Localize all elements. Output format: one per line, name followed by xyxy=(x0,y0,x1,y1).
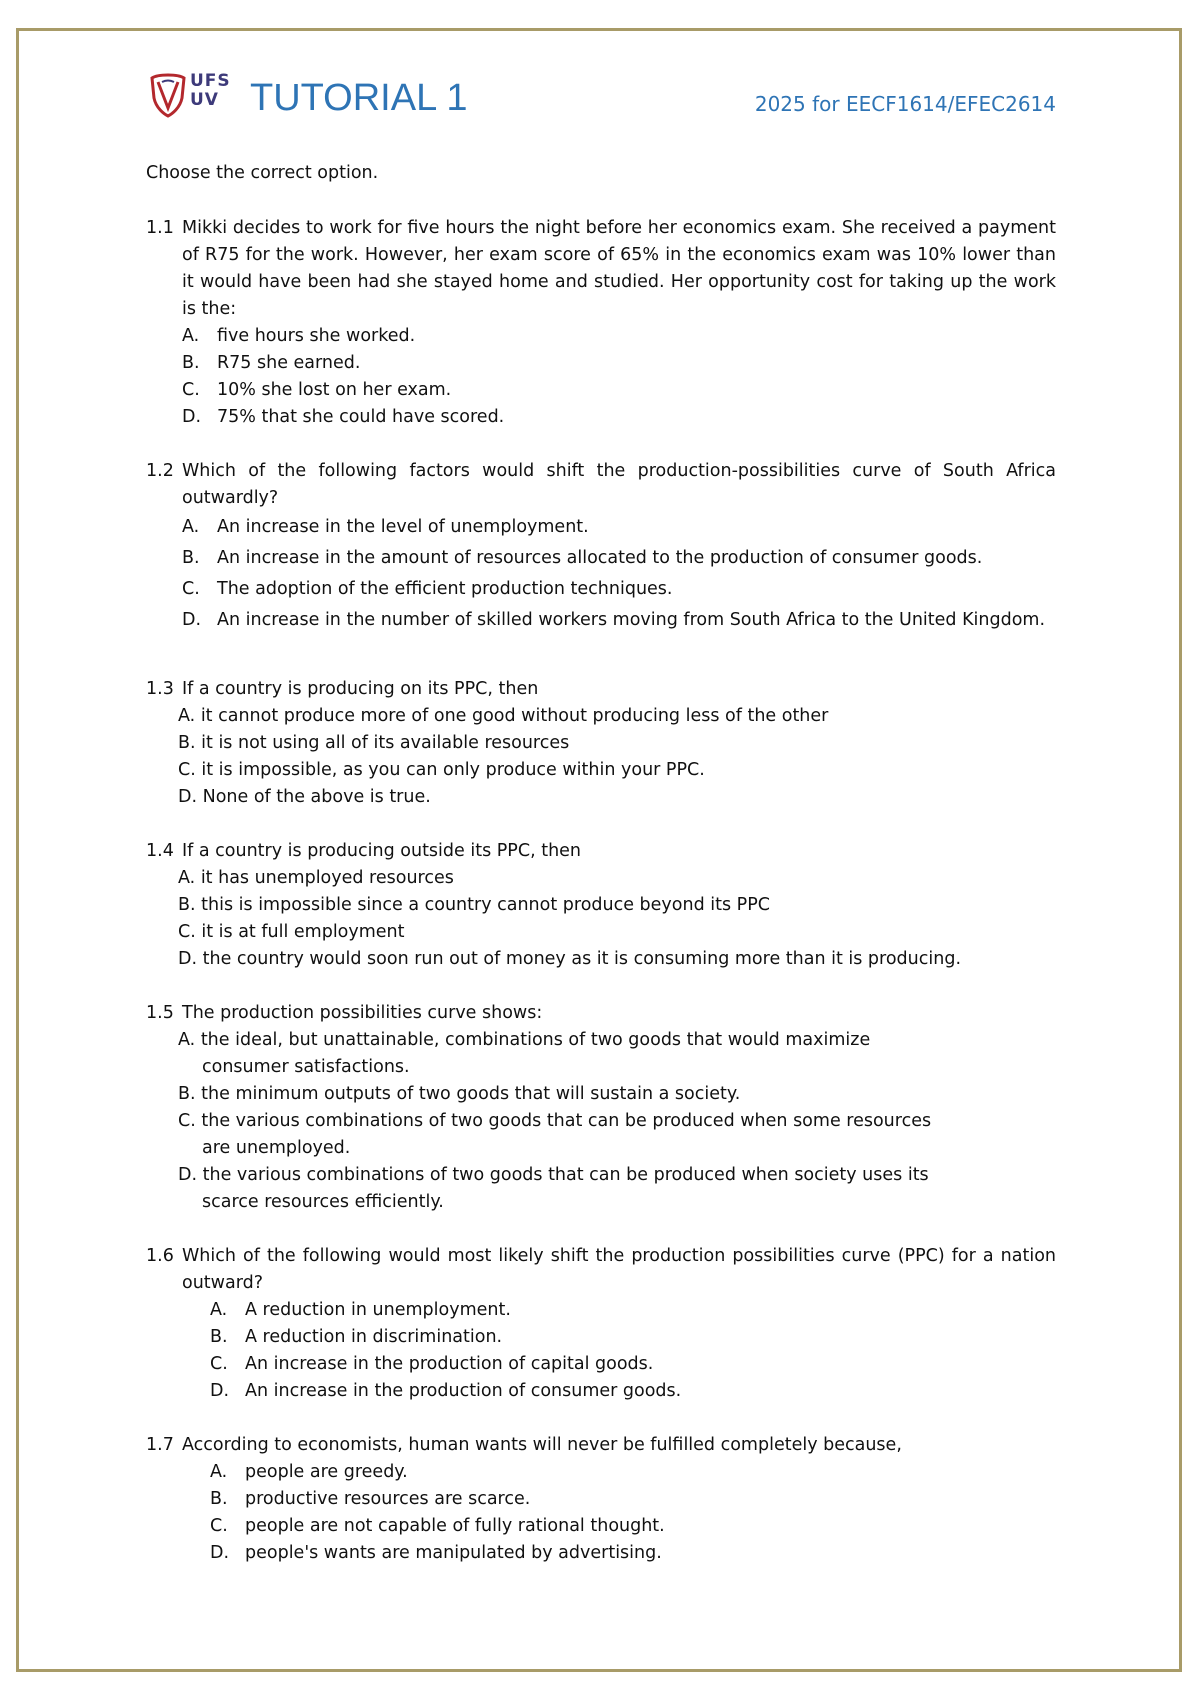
question-text: Which of the following would most likely shift the production possibilities curve (PPC) for a nation outward? xyxy=(182,1246,1056,1293)
option-text: The adoption of the efficient production techniques. xyxy=(217,579,673,599)
option-text: the ideal, but unattainable, combinations of two goods that would maximize consumer satisfactions. xyxy=(200,1030,871,1077)
option-list xyxy=(210,1459,1056,1567)
option-letter: C. xyxy=(182,380,200,400)
question-1-4 xyxy=(146,838,1056,973)
option-a[interactable] xyxy=(210,1297,1056,1324)
option-letter: C. xyxy=(182,579,200,599)
question-1-3 xyxy=(146,676,1056,811)
option-letter: A. xyxy=(210,1300,228,1320)
question-number: 1.1 xyxy=(146,218,174,238)
option-b[interactable] xyxy=(210,1486,1056,1513)
logo-line-uv: UV xyxy=(190,90,219,110)
question-text: The production possibilities curve shows: xyxy=(182,1003,543,1023)
option-c[interactable] xyxy=(182,574,1056,605)
page-title: TUTORIAL 1 xyxy=(250,77,468,119)
option-text: productive resources are scarce. xyxy=(245,1489,531,1509)
option-b[interactable] xyxy=(210,1324,1056,1351)
option-letter: A. xyxy=(178,1030,196,1050)
option-text: An increase in the level of unemployment. xyxy=(217,517,589,537)
question-number: 1.5 xyxy=(146,1003,174,1023)
question-text: If a country is producing on its PPC, then xyxy=(182,679,539,699)
option-text: An increase in the production of capital goods. xyxy=(245,1354,654,1374)
question-text: Which of the following factors would shift the production-possibilities curve of South Africa outwardly? xyxy=(182,461,1056,508)
option-text: An increase in the number of skilled workers moving from South Africa to the United Kingdom. xyxy=(217,610,1046,630)
instruction-text: Choose the correct option. xyxy=(146,163,379,183)
option-d[interactable] xyxy=(174,946,1056,973)
option-list xyxy=(174,865,1056,973)
option-letter: C. xyxy=(178,922,196,942)
option-d[interactable] xyxy=(174,784,1056,811)
option-text: this is impossible since a country cannot produce beyond its PPC xyxy=(201,895,770,915)
option-list xyxy=(182,512,1056,636)
option-d[interactable] xyxy=(182,404,1056,431)
option-text: it is not using all of its available resources xyxy=(201,733,570,753)
question-stem xyxy=(146,1243,1056,1297)
shield-logo-icon xyxy=(148,72,188,118)
question-stem xyxy=(146,1432,1056,1459)
question-text: If a country is producing outside its PPC, then xyxy=(182,841,582,861)
option-letter: D. xyxy=(178,949,198,969)
option-letter: A. xyxy=(182,517,200,537)
option-letter: C. xyxy=(210,1516,228,1536)
option-list xyxy=(182,323,1056,431)
question-1-7 xyxy=(146,1432,1056,1567)
option-letter: A. xyxy=(210,1462,228,1482)
option-letter: D. xyxy=(210,1543,230,1563)
question-stem xyxy=(146,838,1056,865)
option-letter: B. xyxy=(210,1489,228,1509)
option-text: the various combinations of two goods that can be produced when some resources are unemployed. xyxy=(201,1111,932,1158)
question-number: 1.3 xyxy=(146,679,174,699)
option-letter: D. xyxy=(182,610,202,630)
question-text: According to economists, human wants will never be fulfilled completely because, xyxy=(182,1435,902,1455)
university-logo xyxy=(148,72,238,118)
option-c[interactable] xyxy=(174,919,1056,946)
option-text: it is impossible, as you can only produce within your PPC. xyxy=(201,760,705,780)
option-a[interactable] xyxy=(174,865,1056,892)
question-number: 1.2 xyxy=(146,461,174,481)
option-text: it is at full employment xyxy=(201,922,405,942)
option-text: 10% she lost on her exam. xyxy=(217,380,452,400)
question-1-5 xyxy=(146,1000,1056,1216)
option-a[interactable] xyxy=(210,1459,1056,1486)
option-letter: C. xyxy=(178,1111,196,1131)
option-a[interactable] xyxy=(182,323,1056,350)
option-b[interactable] xyxy=(182,543,1056,574)
option-letter: A. xyxy=(178,706,196,726)
option-text: An increase in the production of consumer goods. xyxy=(245,1381,682,1401)
option-a[interactable] xyxy=(174,1027,934,1081)
option-text: An increase in the amount of resources allocated to the production of consumer goods. xyxy=(217,548,983,568)
option-b[interactable] xyxy=(174,892,1056,919)
page-header xyxy=(148,70,1056,130)
option-letter: B. xyxy=(178,1084,196,1104)
option-letter: B. xyxy=(178,895,196,915)
option-text: people's wants are manipulated by advertising. xyxy=(245,1543,662,1563)
logo-text xyxy=(190,72,231,110)
option-d[interactable] xyxy=(174,1162,934,1216)
option-letter: C. xyxy=(178,760,196,780)
option-text: the various combinations of two goods that can be produced when society uses its scarce resources efficiently. xyxy=(202,1165,929,1212)
option-c[interactable] xyxy=(210,1351,1056,1378)
option-b[interactable] xyxy=(174,1081,934,1108)
option-letter: A. xyxy=(182,326,200,346)
option-text: it cannot produce more of one good without producing less of the other xyxy=(200,706,829,726)
question-1-6 xyxy=(146,1243,1056,1405)
option-b[interactable] xyxy=(174,730,1056,757)
question-1-1 xyxy=(146,215,1056,431)
option-d[interactable] xyxy=(182,605,1056,636)
question-number: 1.6 xyxy=(146,1246,174,1266)
option-letter: D. xyxy=(178,1165,198,1185)
option-text: None of the above is true. xyxy=(202,787,431,807)
option-letter: B. xyxy=(210,1327,228,1347)
option-text: people are not capable of fully rational thought. xyxy=(245,1516,665,1536)
course-code: 2025 for EECF1614/EFEC2614 xyxy=(754,92,1056,116)
option-a[interactable] xyxy=(174,703,1056,730)
option-list xyxy=(210,1297,1056,1405)
option-c[interactable] xyxy=(182,377,1056,404)
option-a[interactable] xyxy=(182,512,1056,543)
option-c[interactable] xyxy=(210,1513,1056,1540)
option-text: the country would soon run out of money as it is consuming more than it is producing. xyxy=(202,949,962,969)
option-b[interactable] xyxy=(182,350,1056,377)
question-number: 1.4 xyxy=(146,841,174,861)
option-letter: D. xyxy=(210,1381,230,1401)
question-stem xyxy=(146,676,1056,703)
option-d[interactable] xyxy=(210,1540,1056,1567)
option-list xyxy=(174,703,1056,811)
option-letter: C. xyxy=(210,1354,228,1374)
option-list xyxy=(174,1027,934,1216)
option-letter: B. xyxy=(178,733,196,753)
option-text: A reduction in unemployment. xyxy=(245,1300,511,1320)
option-letter: B. xyxy=(182,548,200,568)
question-stem xyxy=(146,215,1056,323)
question-1-2 xyxy=(146,458,1056,636)
option-letter: A. xyxy=(178,868,196,888)
option-text: R75 she earned. xyxy=(217,353,361,373)
tutorial-content xyxy=(146,160,1056,1594)
option-d[interactable] xyxy=(210,1378,1056,1405)
option-c[interactable] xyxy=(174,757,1056,784)
option-letter: B. xyxy=(182,353,200,373)
question-stem xyxy=(146,458,1056,512)
option-text: 75% that she could have scored. xyxy=(217,407,505,427)
question-stem xyxy=(146,1000,1056,1027)
option-c[interactable] xyxy=(174,1108,934,1162)
question-text: Mikki decides to work for five hours the night before her economics exam. She received a payment of R75 for the work. However, her exam score of 65% in the economics exam was 10% lower than it would have been had she stayed home and studied. Her opportunity cost for taking up the work is the: xyxy=(182,218,1056,319)
option-text: five hours she worked. xyxy=(217,326,416,346)
option-letter: D. xyxy=(178,787,198,807)
option-text: the minimum outputs of two goods that will sustain a society. xyxy=(201,1084,741,1104)
option-letter: D. xyxy=(182,407,202,427)
option-text: people are greedy. xyxy=(245,1462,408,1482)
option-text: A reduction in discrimination. xyxy=(245,1327,503,1347)
question-number: 1.7 xyxy=(146,1435,174,1455)
logo-line-ufs: UFS xyxy=(190,71,231,91)
option-text: it has unemployed resources xyxy=(200,868,454,888)
